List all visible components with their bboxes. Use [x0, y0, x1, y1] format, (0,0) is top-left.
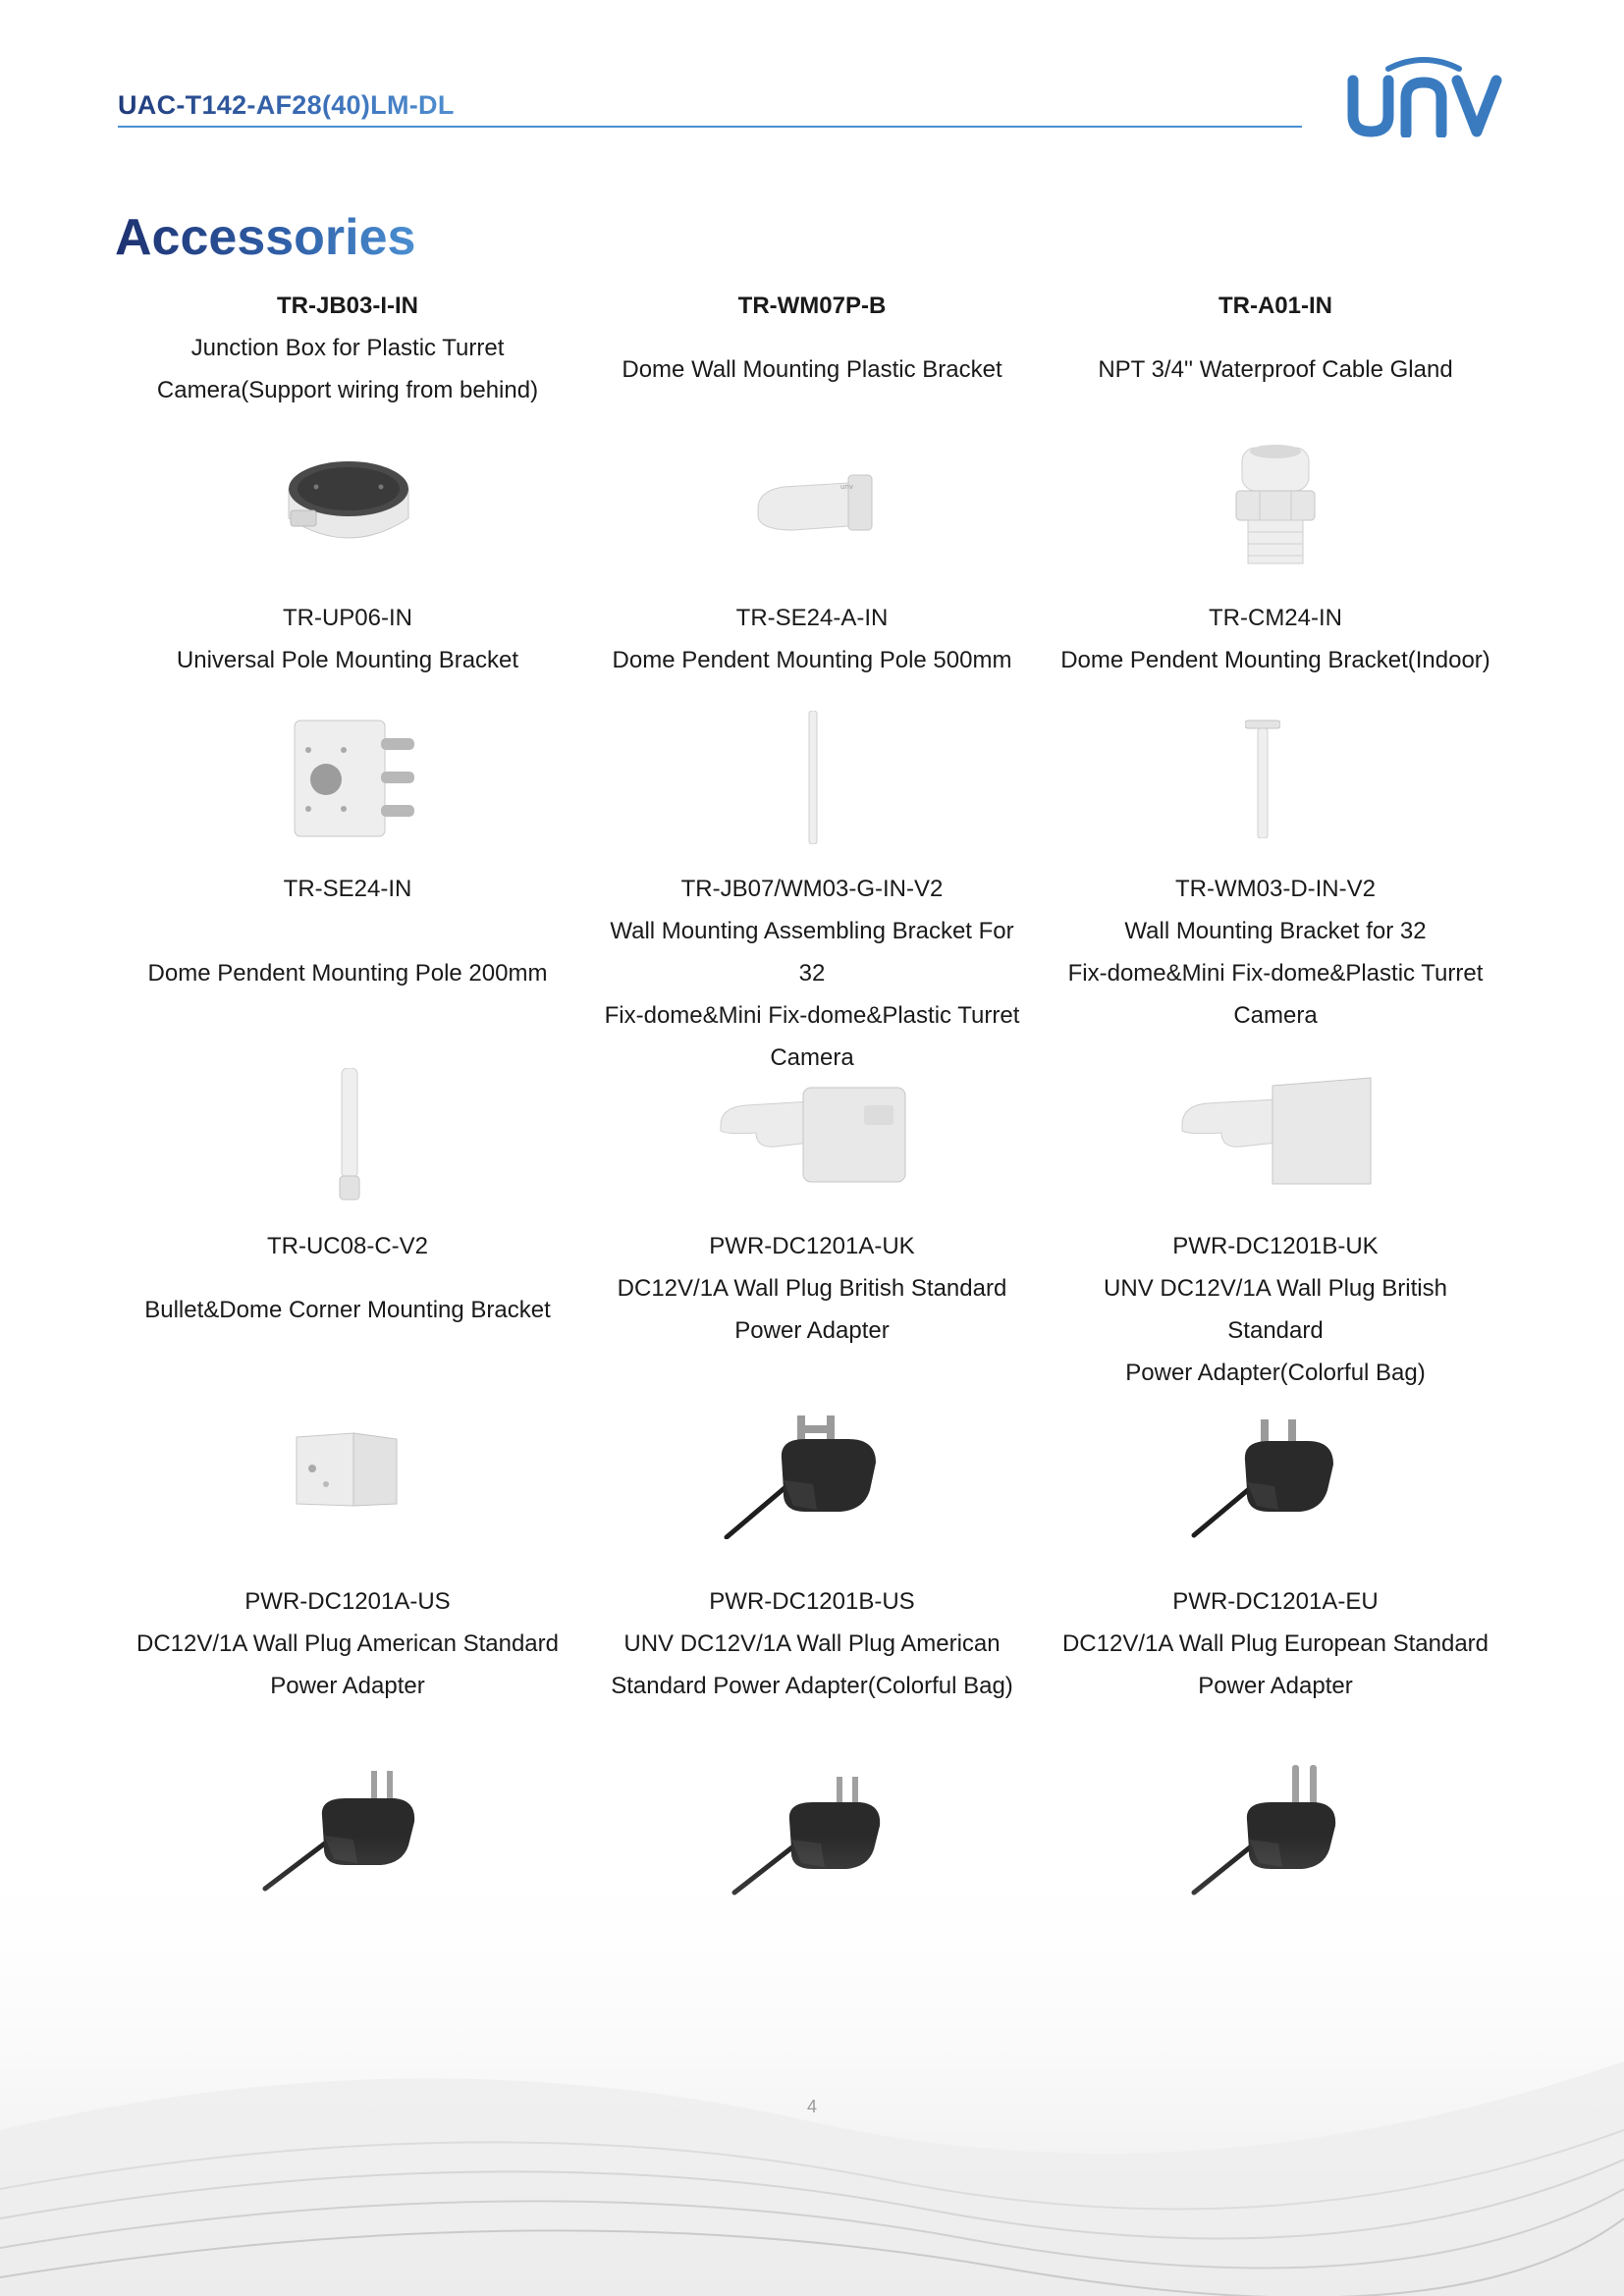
section-title: Accessories: [115, 209, 416, 266]
model-name: TR-CM24-IN: [1209, 605, 1342, 631]
description-line: Power Adapter: [1198, 1673, 1353, 1699]
description-line: Camera: [1233, 1002, 1318, 1029]
wall-bracket-large-icon: [717, 1076, 909, 1186]
accessory-item: [596, 1225, 1028, 1352]
svg-text:unv: unv: [840, 483, 854, 491]
model-name: PWR-DC1201B-US: [709, 1588, 915, 1615]
model-name: PWR-DC1201A-UK: [709, 1233, 915, 1259]
accessory-item: [1059, 868, 1491, 1037]
model-name: TR-A01-IN: [1218, 293, 1332, 319]
description-line: Fix-dome&Mini Fix-dome&Plastic Turret: [1067, 960, 1484, 987]
accessory-item: [132, 285, 564, 411]
description-line: NPT 3/4'' Waterproof Cable Gland: [1098, 356, 1453, 383]
description-line: Power Adapter: [734, 1317, 890, 1344]
description-line: DC12V/1A Wall Plug British Standard: [617, 1275, 1007, 1302]
description-line: Wall Mounting Bracket for 32: [1124, 918, 1427, 944]
corner-bracket-icon: [293, 1429, 401, 1510]
accessory-item: [1059, 1225, 1491, 1394]
unv-logo: [1345, 55, 1502, 137]
description-line: Junction Box for Plastic Turret: [190, 335, 505, 361]
model-name: TR-SE24-A-IN: [735, 605, 889, 631]
accessory-item: [596, 1580, 1028, 1707]
description-line: Fix-dome&Mini Fix-dome&Plastic Turret: [604, 1002, 1020, 1029]
description-line: UNV DC12V/1A Wall Plug British Standard: [1104, 1275, 1447, 1344]
model-name: TR-UC08-C-V2: [266, 1233, 428, 1259]
wall-bracket-large-icon: [1178, 1072, 1375, 1192]
document-title: UAC-T142-AF28(40)LM-DL: [118, 90, 455, 120]
footer-wave-decoration: [0, 1836, 1624, 2296]
description-line: Power Adapter(Colorful Bag): [1125, 1360, 1426, 1386]
accessory-item: [132, 597, 564, 681]
description-line: Power Adapter: [270, 1673, 425, 1699]
pole-mount-icon: [291, 717, 418, 840]
accessory-item: [596, 285, 1028, 391]
description-line: Wall Mounting Assembling Bracket For 32: [610, 918, 1014, 987]
model-name: TR-WM07P-B: [737, 293, 887, 319]
model-name: PWR-DC1201A-EU: [1172, 1588, 1379, 1615]
uk-adapter-icon: [1190, 1415, 1337, 1539]
header-divider: [118, 126, 1302, 128]
model-name: PWR-DC1201A-US: [244, 1588, 451, 1615]
accessory-item: [1059, 597, 1491, 681]
model-name: TR-WM03-D-IN-V2: [1175, 876, 1376, 902]
description-line: Camera: [770, 1044, 854, 1071]
model-name: TR-UP06-IN: [282, 605, 412, 631]
description-line: Universal Pole Mounting Bracket: [176, 647, 519, 673]
description-line: DC12V/1A Wall Plug European Standard: [1061, 1630, 1489, 1657]
ceiling-bracket-icon: [1245, 719, 1280, 838]
accessory-item: [1059, 1580, 1491, 1707]
accessory-item: [132, 868, 564, 994]
wall-bracket-small-icon: [754, 465, 876, 536]
description-line: Dome Pendent Mounting Pole 500mm: [612, 647, 1012, 673]
description-line: Dome Wall Mounting Plastic Bracket: [622, 356, 1002, 383]
description-line: Dome Pendent Mounting Pole 200mm: [147, 960, 548, 987]
description-line: Dome Pendent Mounting Bracket(Indoor): [1060, 647, 1490, 673]
accessory-item: [132, 1225, 564, 1331]
description-line: Bullet&Dome Corner Mounting Bracket: [144, 1297, 551, 1323]
model-name: TR-JB03-I-IN: [276, 293, 418, 319]
junction-box-icon: [283, 450, 414, 558]
description-line: DC12V/1A Wall Plug American Standard: [136, 1630, 559, 1657]
model-name: PWR-DC1201B-UK: [1172, 1233, 1379, 1259]
model-name: TR-SE24-IN: [283, 876, 412, 902]
accessory-item: [596, 597, 1028, 681]
cable-gland-icon: [1230, 442, 1321, 569]
description-line: Standard Power Adapter(Colorful Bag): [611, 1673, 1013, 1699]
model-name: TR-JB07/WM03-G-IN-V2: [680, 876, 944, 902]
accessory-item: [1059, 285, 1491, 391]
pole-200-icon: [338, 1068, 361, 1201]
page-number: 4: [806, 2097, 817, 2116]
uk-adapter-icon: [723, 1412, 880, 1539]
description-line: Camera(Support wiring from behind): [156, 377, 539, 403]
pole-500-icon: [807, 711, 819, 844]
accessory-item: [596, 868, 1028, 1079]
accessory-item: [132, 1580, 564, 1707]
description-line: UNV DC12V/1A Wall Plug American: [623, 1630, 1001, 1657]
